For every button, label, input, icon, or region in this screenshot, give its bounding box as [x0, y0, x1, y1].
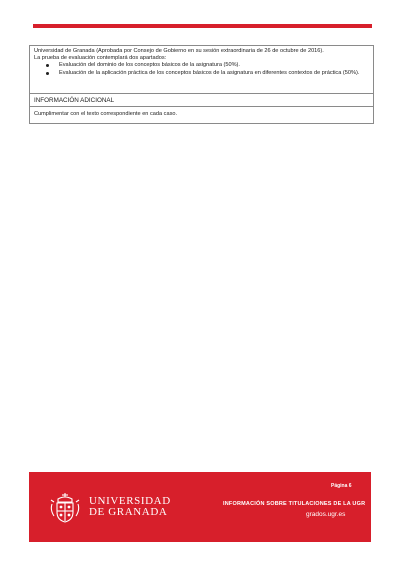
- header-accent-bar: [33, 24, 372, 28]
- section-note: Cumplimentar con el texto correspondiente en cada caso.: [34, 111, 178, 117]
- list-item-text: Evaluación de la aplicación práctica de los conceptos básicos de la asignatura en diferentes contextos de práctica (50%).: [59, 69, 360, 76]
- evaluation-criteria-cell: [30, 46, 373, 94]
- bullet-icon: [46, 64, 49, 67]
- university-crest-icon: [49, 490, 81, 524]
- list-item-text: Evaluación del dominio de los conceptos básicos de la asignatura (50%).: [59, 62, 240, 69]
- logo-line-2: DE GRANADA: [89, 506, 168, 518]
- list-item: [34, 62, 369, 69]
- grados-link[interactable]: grados.ugr.es: [306, 511, 346, 518]
- university-logo-wordmark: [89, 496, 171, 518]
- titulaciones-text: INFORMACIÓN SOBRE TITULACIONES DE LA UGR: [223, 501, 366, 507]
- evaluation-table: [29, 45, 374, 124]
- evaluation-intro: La prueba de evaluación contemplará dos apartados:: [34, 55, 167, 62]
- footer-banner: [29, 472, 371, 542]
- bullet-icon: [46, 72, 49, 75]
- section-heading: INFORMACIÓN ADICIONAL: [30, 94, 373, 107]
- list-item: [34, 70, 369, 77]
- logo-line-1: UNIVERSIDAD: [89, 495, 171, 507]
- evaluation-parts-list: [34, 62, 369, 76]
- page-number: Página 6: [331, 483, 352, 489]
- regulation-text: Universidad de Granada (Aprobada por Consejo de Gobierno en su sesión extraordinaria de 26 de octubre de 2016).: [34, 48, 324, 54]
